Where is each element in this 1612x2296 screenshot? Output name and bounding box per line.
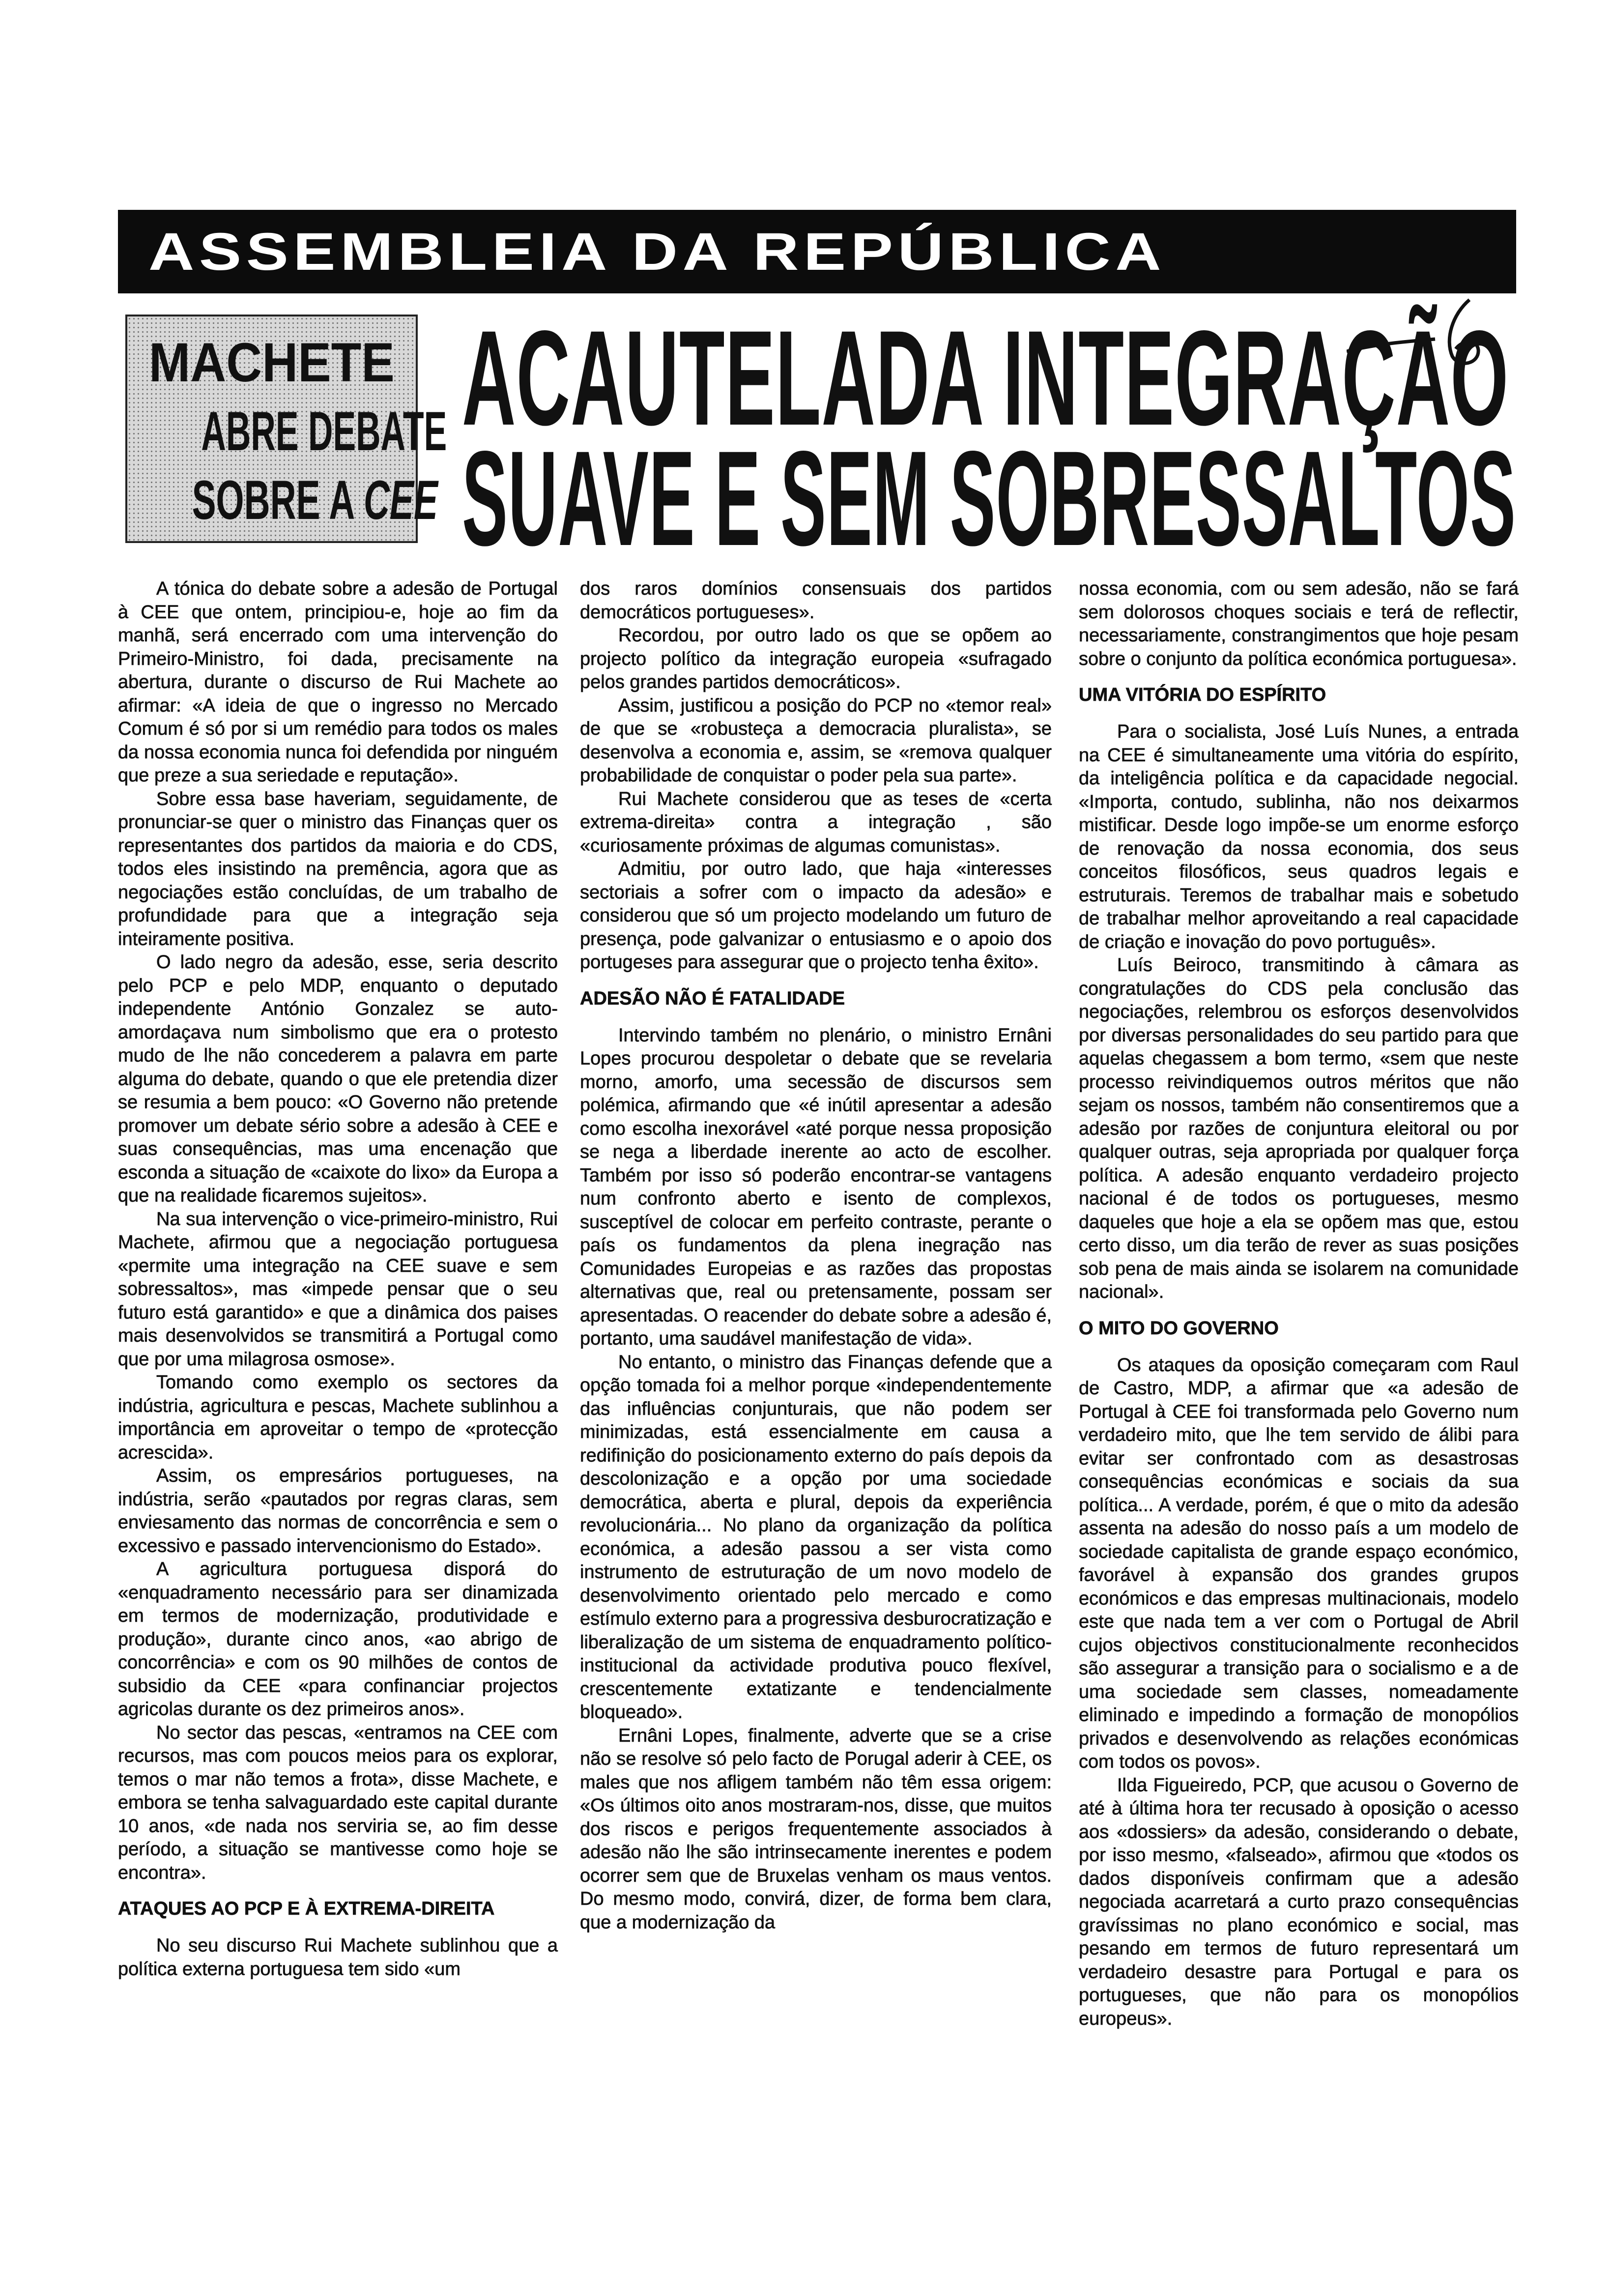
kicker-text-emphasis: CEE: [363, 469, 438, 531]
paragraph: O lado negro da adesão, esse, seria descrito pelo PCP e pelo MDP, enquanto o deputado independente António Gonzalez se auto-amordaçava num simbolismo que era o protesto mudo de lhe não concederem a palavra em parte alguma do debate, quando o que ele pretendia dizer se resumia a bem pouco: «O Governo não pretende promover um debate sério sobre a adesão à CEE e suas consequências, mas uma encenação que esconda a situação de «caixote do lixo» da Europa a que na realidade ficaremos sujeitos».: [118, 952, 558, 1206]
article-column-3: [1079, 577, 1519, 2031]
paragraph: Ilda Figueiredo, PCP, que acusou o Governo de até à última hora ter recusado à oposição o acesso aos «dossiers» da adesão, considerando o debate, por isso mesmo, «falseado», afirmou que «todos os dados disponíveis confirmam que a adesão negociada acarretará a curto prazo consequências gravíssimas no plano económico e social, mas pesando em termos de futuro representará um verdadeiro desastre para Portugal e para os portugueses, que não para os monopólios europeus».: [1079, 1775, 1519, 2029]
handwritten-mark-icon: [1347, 295, 1504, 373]
paragraph: Recordou, por outro lado os que se opõem ao projecto político da integração europeia «sufragado pelos grandes partidos democráticos».: [580, 625, 1052, 692]
subheading: ATAQUES AO PCP E À EXTREMA-DIREITA: [118, 1898, 495, 1919]
paragraph: No entanto, o ministro das Finanças defende que a opção tomada foi a melhor porque «independentemente das influências conjunturais, que não podem ser minimizadas, está essencialmente em causa a redifinição do posicionamento externo do país depois da descolonização e a opção por uma sociedade democrática, aberta e plural, depois da experiência revolucionária... No plano da organização da política económica, a adesão passou a ser vista como instrumento de estruturação de um novo modelo de desenvolvimento orientado pelo mercado e como estímulo externo para a progressiva desburocratização e liberalização de um sistema de enquadramento político-institucional da actividade produtiva pouco flexível, crescentemente extatizante e tendencialmente bloqueado».: [580, 1351, 1052, 1722]
subheading: O MITO DO GOVERNO: [1079, 1318, 1279, 1339]
paragraph: No seu discurso Rui Machete sublinhou que a política externa portuguesa tem sido «um: [118, 1935, 558, 1980]
kicker-text: [192, 469, 438, 531]
subheading: UMA VITÓRIA DO ESPÍRITO: [1079, 685, 1326, 705]
section-title: ASSEMBLEIA DA REPÚBLICA: [148, 222, 1166, 281]
paragraph: A tónica do debate sobre a adesão de Portugal à CEE que ontem, principiou-e, hoje ao fim da manhã, será encerrado com uma intervenção do Primeiro-Ministro, foi dada, precisamente na abertura, durante o discurso de Rui Machete ao afirmar: «A ideia de que o ingresso no Mercado Comum é só por si um remédio para todos os males da nossa economia nunca foi defendida por ninguém que preze a sua seriedade e reputação».: [118, 578, 558, 786]
paragraph: nossa economia, com ou sem adesão, não se fará sem dolorosos choques sociais e terá de reflectir, necessariamente, constrangimentos que hoje pesam sobre o conjunto da política económica portuguesa».: [1079, 578, 1519, 669]
section-banner: [118, 210, 1516, 293]
article-column-2: [580, 577, 1052, 1934]
paragraph: Na sua intervenção o vice-primeiro-ministro, Rui Machete, afirmou que a negociação portuguesa «permite uma integração na CEE suave e sem sobressaltos», mas «impede pensar que o seu futuro está garantido» e que a dinâmica dos paises mais desenvolvidos se transmitirá a Portugal como que por uma milagrosa osmose».: [118, 1208, 558, 1370]
paragraph: Admitiu, por outro lado, que haja «interesses sectoriais a sofrer com o impacto da adesão» e considerou que só um projecto modelando um futuro de presença, pode galvanizar o entusiasmo e o apoio dos portugeses para assegurar que o projecto tenha êxito».: [580, 859, 1052, 973]
paragraph: Ernâni Lopes, finalmente, adverte que se a crise não se resolve só pelo facto de Porugal aderir à CEE, os males que nos afligem também não têm essa origem: «Os últimos oito anos mostraram-nos, disse, que muitos dos riscos e perigos frequentemente associados à adesão não lhe são intrinsecamente inerentes e podem ocorrer sem que de Bruxelas venham os maus ventos. Do mesmo modo, convirá, dizer, de forma bem clara, que a modernização da: [580, 1725, 1052, 1933]
kicker-box: [125, 315, 447, 543]
paragraph: dos raros domínios consensuais dos partidos democráticos portugueses».: [580, 578, 1052, 623]
kicker-line: [127, 469, 438, 531]
paragraph: Tomando como exemplo os sectores da indústria, agricultura e pescas, Machete sublinhou a importância em aproveitar o tempo de «protecção acrescida».: [118, 1372, 558, 1463]
paragraph: Luís Beiroco, transmitindo à câmara as congratulações do CDS pela conclusão das negociações, relembrou os esforços desenvolvidos por diversas personalidades do seu partido para que aquelas chegassem a bom termo, «sem que neste processo reivindiquemos outros méritos que não sejam os nossos, também não consentiremos que a adesão por razões de conjuntura eleitoral ou por qualquer outras, seja apropriada por qualquer força política. A adesão enquanto verdadeiro projecto nacional é de todos os portugueses, mesmo daqueles que hoje a ela se opõem mas que, estou certo disso, um dia terão de rever as suas posições sob pena de mais ainda se isolarem na comunidade nacional».: [1079, 955, 1519, 1302]
paragraph: No sector das pescas, «entramos na CEE com recursos, mas com poucos meios para os explorar, temos o mar não temos a frota», disse Machete, e embora se tenha salvaguardado este capital durante 10 anos, «de nada nos serviria se, ao fim desse período, a situação se mantivesse como hoje se encontra».: [118, 1722, 558, 1883]
subheading: ADESÃO NÃO É FATALIDADE: [580, 988, 845, 1009]
paragraph: A agricultura portuguesa disporá do «enquadramento necessário para ser dinamizada em termos de modernização, produtividade e produção», durante cinco anos, «ao abrigo de concorrência» e com os 90 milhões de contos de subsidio da CEE «para confinanciar projectos agricolas durante os dez primeiros anos».: [118, 1559, 558, 1720]
kicker-text: ABRE DEBATE: [201, 401, 447, 462]
paragraph: Sobre essa base haveriam, seguidamente, de pronunciar-se quer o ministro das Finanças quer os representantes dos partidos da maioria e do CDS, todos eles insistindo na premência, agora que as negociações estão concluídas, de um trabalho de profundidade para que a integração seja inteiramente positiva.: [118, 788, 558, 949]
kicker-text: MACHETE: [148, 332, 395, 393]
paragraph: Assim, os empresários portugueses, na indústria, serão «pautados por regras claras, sem enviesamento das normas de concorrência e sem o excessivo e passado intervencionismo do Estado».: [118, 1465, 558, 1556]
kicker-line: [127, 401, 447, 462]
article-column-1: [118, 577, 558, 1981]
paragraph: Os ataques da oposição começaram com Raul de Castro, MDP, a afirmar que «a adesão de Portugal à CEE foi transformada pelo Governo num verdadeiro mito, que lhe tem servido de álibi para evitar ser confrontado com as desastrosas consequências económicas e sociais da sua política... A verdade, porém, é que o mito da adesão assenta na adesão do nosso país a um modelo de sociedade capitalista de grande espaço económico, favorável à expansão dos grandes grupos económicos e das empresas multinacionais, modelo este que nada tem a ver com o Portugal de Abril cujos objectivos constitucionalmente reconhecidos são assegurar a transição para o socialismo e a de uma sociedade sem classes, nomeadamente eliminado e impedindo a formação de monopólios privados e desenvolvendo as relações económicas com todos os povos».: [1079, 1354, 1519, 1772]
paragraph: Rui Machete considerou que as teses de «certa extrema-direita» contra a integração , são «curiosamente próximas de algumas comunistas».: [580, 788, 1052, 856]
paragraph: Assim, justificou a posição do PCP no «temor real» de que se «robusteça a democracia pluralista», se desenvolva a economia e, assim, se «remova qualquer probabilidade de conquistar o poder pela sua parte».: [580, 695, 1052, 786]
paragraph: Para o socialista, José Luís Nunes, a entrada na CEE é simultaneamente uma vitória do espírito, da inteligência política e da capacidade negocial. «Importa, contudo, sublinha, não nos deixarmos mistificar. Desde logo impõe-se um enorme esforço de renovação da nossa economia, dos seus conceitos filosóficos, seus quadros legais e estruturais. Teremos de trabalhar mais e sobetudo de trabalhar melhor aproveitando a real capacidade de criação e inovação do povo português».: [1079, 721, 1519, 952]
kicker-text-part: SOBRE A: [192, 469, 364, 531]
headline-line-1: ACAUTELADA INTEGRAÇÃO: [462, 303, 1509, 454]
kicker-line: [127, 332, 416, 393]
headline-line-2: SUAVE E SEM SOBRESSALTOS: [462, 423, 1516, 574]
paragraph: Intervindo também no plenário, o ministro Ernâni Lopes procurou despoletar o debate que se revelaria morno, amorfo, uma secessão de discursos sem polémica, afirmando que «é inútil apresentar a adesão como escolha inexorável «até porque nessa proposição se nega a liberdade inerente ao acto de escolher. Também por isso só poderão encontrar-se vantagens num confronto aberto e isento de complexos, susceptível de colocar em perfeito contraste, perante o país os fundamentos da plena inegração nas Comunidades Europeias e as razões das propostas alternativas que, real ou pretensamente, possam ser apresentadas. O reacender do debate sobre a adesão é, portanto, uma saudável manifestação de vida».: [580, 1025, 1052, 1349]
